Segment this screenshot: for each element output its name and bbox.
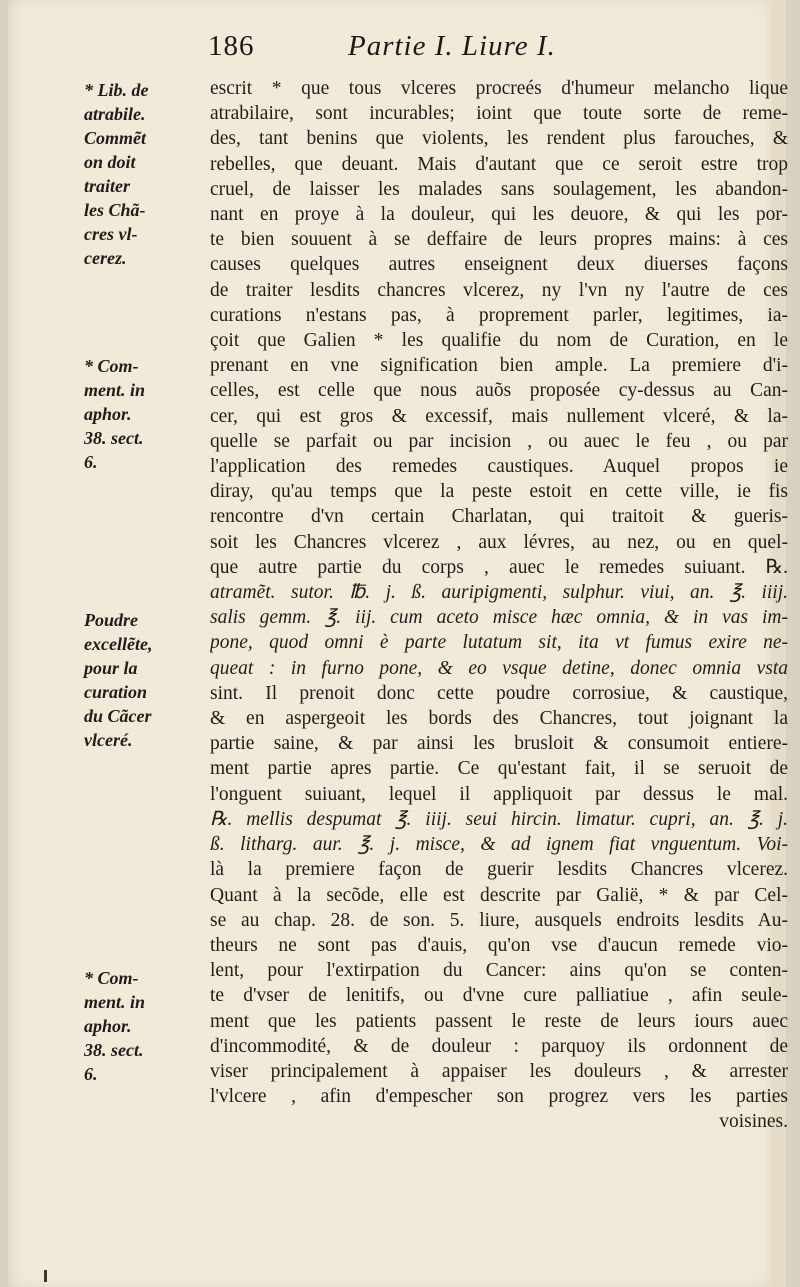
margin-note-line: du Cãcer bbox=[84, 706, 152, 726]
text-line: te bien souuent à se deffaire de leurs propres mains: à ces bbox=[210, 229, 788, 251]
text-line: cer, qui est gros & excessif, mais nullement vlceré, & la- bbox=[210, 405, 788, 427]
text-line: de traiter lesdits chancres vlcerez, ny l'vn ny l'autre de ces bbox=[210, 279, 788, 301]
text-line: escrit * que tous vlceres procreés d'humeur melancho lique bbox=[210, 78, 788, 99]
text-line: diray, qu'au temps que la peste estoit en cette ville, ie fis bbox=[210, 481, 788, 503]
margin-note-1 bbox=[84, 78, 206, 270]
margin-note-line: 6. bbox=[84, 452, 98, 472]
margin-note-line: * Com- bbox=[84, 356, 139, 376]
text-line: prenant en vne signification bien ample. La premiere d'i- bbox=[210, 355, 788, 377]
margin-note-2 bbox=[84, 354, 206, 474]
margin-note-4 bbox=[84, 966, 206, 1086]
text-line: quelle se parfait ou par incision , ou auec le feu , ou par bbox=[210, 430, 788, 452]
text-line: se au chap. 28. de son. 5. liure, ausquels endroits lesdits Au- bbox=[210, 909, 788, 931]
text-line: viser principalement à appaiser les douleurs , & arrester bbox=[210, 1060, 788, 1082]
margin-note-line: vlceré. bbox=[84, 730, 133, 750]
text-line: rencontre d'vn certain Charlatan, qui traitoit & gueris- bbox=[210, 506, 788, 528]
text-line: d'incommodité, & de douleur : parquoy ils ordonnent de bbox=[210, 1035, 788, 1057]
margin-note-line: Poudre bbox=[84, 610, 138, 630]
text-line: lent, pour l'extirpation du Cancer: ains qu'on se conten- bbox=[210, 960, 788, 982]
text-line: cruel, de laisser les malades sans soulagement, les abandon- bbox=[210, 178, 788, 200]
text-line: l'vlcere , afin d'empescher son progrez vers les parties bbox=[210, 1086, 788, 1108]
book-page bbox=[8, 0, 786, 1287]
text-line: atrabilaire, sont incurables; ioint que toute sorte de reme- bbox=[210, 103, 788, 125]
margin-note-line: aphor. bbox=[84, 1016, 132, 1036]
margin-note-line: aphor. bbox=[84, 404, 132, 424]
text-line: sint. Il prenoit donc cette poudre corrosiue, & caustique, bbox=[210, 682, 788, 704]
margin-note-line: ment. in bbox=[84, 992, 146, 1012]
text-line: ment partie apres partie. Ce qu'estant fait, il se seruoit de bbox=[210, 758, 788, 780]
margin-note-line: cres vl- bbox=[84, 224, 138, 244]
margin-note-line: ment. in bbox=[84, 380, 146, 400]
text-line: celles, est celle que nous auõs proposée cy-dessus au Can- bbox=[210, 380, 788, 402]
margin-note-line: cerez. bbox=[84, 248, 127, 268]
margin-note-line: les Chã- bbox=[84, 200, 146, 220]
text-line: l'application des remedes caustiques. Auquel propos ie bbox=[210, 456, 788, 478]
text-line: çoit que Galien * les qualifie du nom de Curation, en le bbox=[210, 330, 788, 352]
recipe-line: ℞. mellis despumat ℥. iiij. seui hircin. limatur. cupri, an. ℥. j. bbox=[210, 808, 788, 830]
recipe-line: pone, quod omni è parte lutatum sit, ita vt fumus exire ne- bbox=[210, 632, 788, 654]
text-line: ment que les patients passent le reste de leurs iours auec bbox=[210, 1010, 788, 1032]
margin-note-line: pour la bbox=[84, 658, 138, 678]
margin-note-line: on doit bbox=[84, 152, 136, 172]
margin-note-line: * Lib. de bbox=[84, 80, 149, 100]
body-text bbox=[210, 76, 788, 1135]
margin-note-3 bbox=[84, 608, 206, 752]
text-line: des, tant benins que violents, les rendent plus farouches, & bbox=[210, 128, 788, 150]
text-line: Quant à la secõde, elle est descrite par Galië, * & par Cel- bbox=[210, 884, 788, 906]
text-line: partie saine, & par ainsi les brusloit & consumoit entiere- bbox=[210, 733, 788, 755]
text-line: là la premiere façon de guerir lesdits Chancres vlcerez. bbox=[210, 859, 788, 881]
page-number: 186 bbox=[208, 30, 255, 62]
running-title: Partie I. Liure I. bbox=[348, 30, 556, 62]
page-mark bbox=[44, 1270, 47, 1282]
margin-note-line: 38. sect. bbox=[84, 428, 144, 448]
text-line: curations n'estans pas, à proprement parler, legitimes, ia- bbox=[210, 304, 788, 326]
margin-note-line: traiter bbox=[84, 176, 131, 196]
margin-note-line: * Com- bbox=[84, 968, 139, 988]
text-line: nant en proye à la douleur, qui les deuore, & qui les por- bbox=[210, 204, 788, 226]
recipe-line: ß. litharg. aur. ℥. j. misce, & ad ignem fiat vnguentum. Voi- bbox=[210, 834, 788, 856]
margin-note-line: 38. sect. bbox=[84, 1040, 144, 1060]
margin-note-line: Commẽt bbox=[84, 128, 146, 148]
text-line: te d'vser de lenitifs, ou d'vne cure palliatiue , afin seule- bbox=[210, 985, 788, 1007]
recipe-line: queat : in furno pone, & eo vsque detine, donec omnia vsta bbox=[210, 657, 788, 679]
margin-note-line: atrabile. bbox=[84, 104, 146, 124]
margin-note-line: excellẽte, bbox=[84, 634, 153, 654]
margin-note-line: curation bbox=[84, 682, 148, 702]
text-line: soit les Chancres vlcerez , aux lévres, au nez, ou en quel- bbox=[210, 531, 788, 553]
recipe-line: atramẽt. sutor. ℔. j. ß. auripigmenti, sulphur. viui, an. ℥. iiij. bbox=[210, 582, 788, 604]
margin-note-line: 6. bbox=[84, 1064, 98, 1084]
page-header bbox=[208, 30, 628, 70]
text-line: theurs ne sont pas d'auis, qu'on vse d'aucun remede vio- bbox=[210, 934, 788, 956]
text-line: l'onguent suiuant, lequel il appliquoit par dessus le mal. bbox=[210, 783, 788, 805]
text-line: voisines. bbox=[719, 1111, 788, 1133]
text-line: que autre partie du corps , auec le remedes suiuant. ℞. bbox=[210, 556, 788, 578]
text-line: rebelles, que deuant. Mais d'autant que ce seroit estre trop bbox=[210, 153, 788, 175]
recipe-line: salis gemm. ℥. iij. cum aceto misce hæc omnia, & in vas im- bbox=[210, 607, 788, 629]
text-line: causes quelques autres enseignent deux diuerses façons bbox=[210, 254, 788, 276]
text-line: & en aspergeoit les bords des Chancres, tout joignant la bbox=[210, 708, 788, 730]
